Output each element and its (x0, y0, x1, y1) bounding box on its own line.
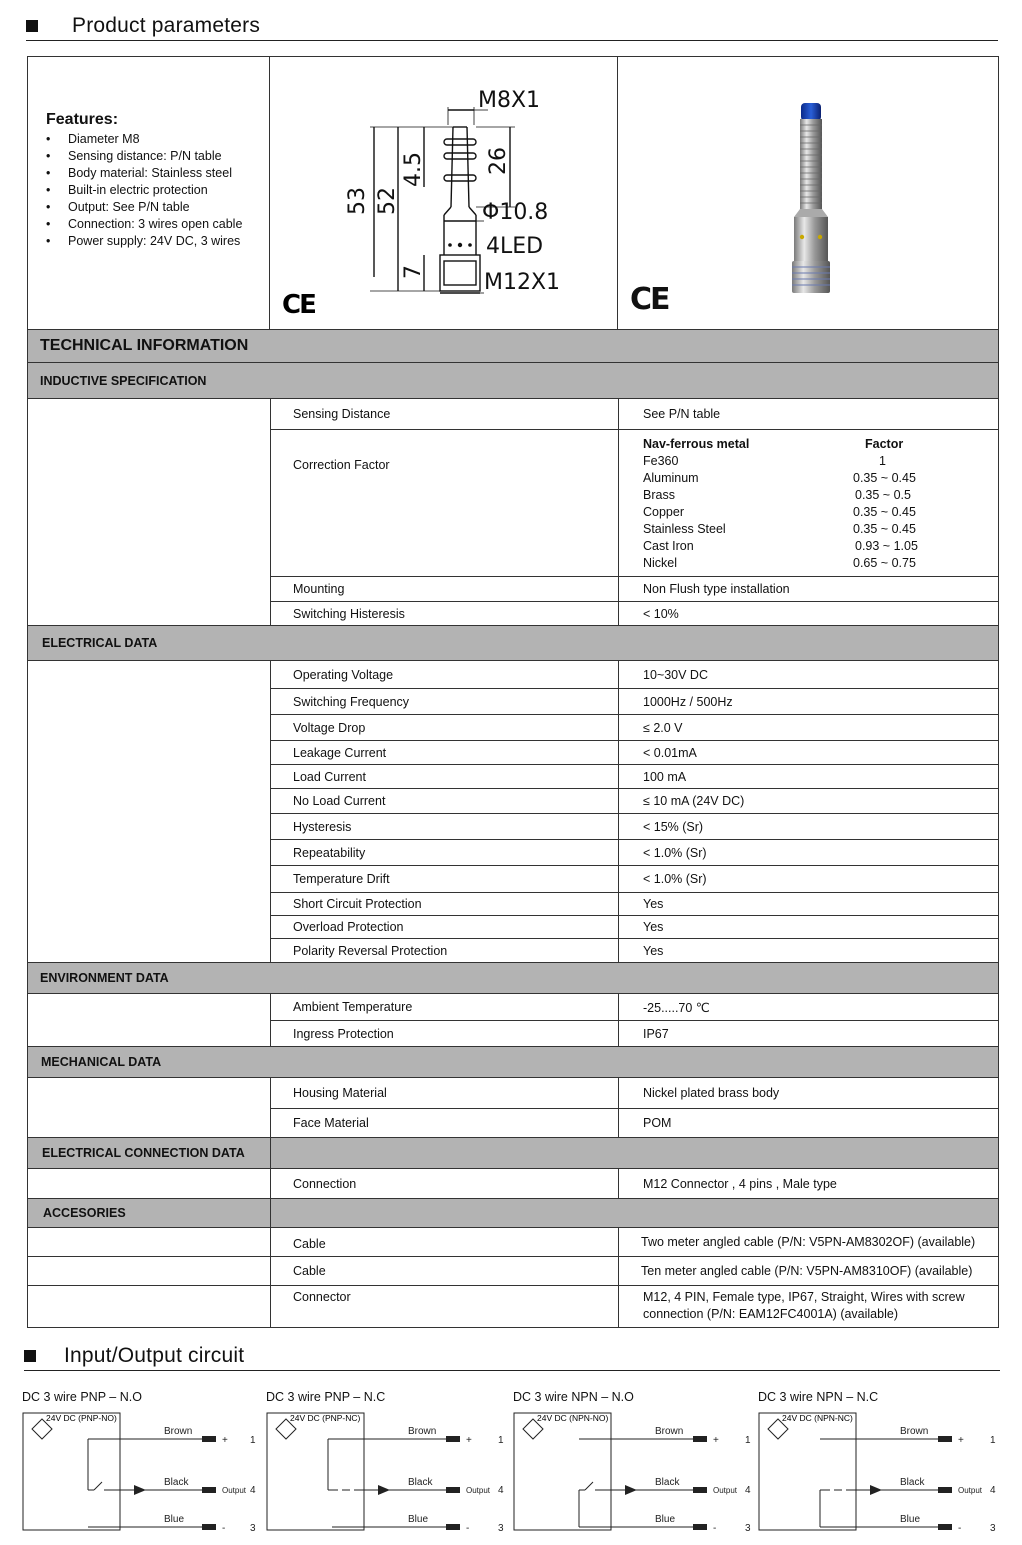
section-header-product-parameters (26, 8, 998, 41)
sensor-photo-icon (618, 57, 998, 329)
svg-text:4: 4 (745, 1485, 751, 1496)
circuits-row (22, 1390, 1012, 1540)
group-inductive (28, 398, 998, 625)
circuit-title: DC 3 wire NPN – N.O (513, 1390, 634, 1404)
band-environment-data: ENVIRONMENT DATA (28, 962, 998, 993)
group-mechanical (28, 1077, 998, 1137)
spec-key: Load Current (271, 765, 619, 788)
cf-factor: 0.35 ~ 0.45 (853, 471, 916, 485)
band-accessories (28, 1198, 998, 1227)
cf-factor: 0.65 ~ 0.75 (853, 556, 916, 570)
circuit-npn-no (513, 1390, 758, 1545)
spec-key: Repeatability (271, 840, 619, 865)
spec-row (271, 892, 998, 915)
circuit-diagram (758, 1410, 1003, 1540)
cf-material: Aluminum (643, 471, 699, 485)
spec-key: Sensing Distance (271, 399, 619, 429)
spec-value: 1000Hz / 500Hz (643, 694, 733, 709)
feature-item: • Built-in electric protection (46, 183, 208, 197)
svg-text:1: 1 (250, 1435, 256, 1446)
label-led: 4LED (486, 234, 544, 259)
spec-row (271, 661, 998, 688)
spec-value: < 15% (Sr) (643, 819, 704, 834)
svg-text:+: + (958, 1435, 964, 1446)
product-overview-row (28, 57, 998, 329)
svg-text:24V DC (NPN-NO): 24V DC (NPN-NO) (537, 1413, 609, 1423)
band-mechanical-data: MECHANICAL DATA (28, 1046, 998, 1077)
svg-text:Blue: Blue (408, 1514, 429, 1525)
section-title: Input/Output circuit (64, 1344, 245, 1367)
sensor-dimension-diagram (270, 57, 618, 329)
spec-value: Non Flush type installation (643, 582, 790, 596)
circuit-title: DC 3 wire PNP – N.C (266, 1390, 386, 1404)
circuit-diagram (513, 1410, 758, 1540)
band-inductive-specification: INDUCTIVE SPECIFICATION (28, 362, 998, 398)
cf-material: Stainless Steel (643, 522, 726, 536)
cf-factor: 1 (879, 454, 886, 468)
spec-value: Ten meter angled cable (P/N: V5PN-AM8310OF) (available) (641, 1264, 973, 1278)
spec-row (271, 865, 998, 892)
svg-text:Brown: Brown (408, 1426, 437, 1437)
spec-value: M12, 4 PIN, Female type, IP67, Straight, Wires with screw connection (P/N: EAM12FC4001A) (available) (643, 1290, 965, 1321)
spec-key: Leakage Current (271, 741, 619, 764)
svg-text:3: 3 (745, 1523, 751, 1534)
cf-factor: 0.35 ~ 0.45 (853, 522, 916, 536)
spec-key: Connection (271, 1169, 619, 1198)
svg-text:24V DC (NPN-NC): 24V DC (NPN-NC) (782, 1413, 853, 1423)
spec-key: Correction Factor (271, 430, 619, 576)
spec-row (271, 1169, 998, 1198)
spec-key: No Load Current (271, 789, 619, 813)
spec-value: ≤ 2.0 V (643, 720, 683, 735)
spec-key: Cable (271, 1228, 619, 1256)
svg-text:-: - (958, 1523, 962, 1534)
svg-text:Black: Black (408, 1477, 433, 1488)
svg-text:4: 4 (498, 1485, 504, 1496)
spec-value: < 0.01mA (643, 745, 697, 760)
svg-text:4: 4 (990, 1485, 996, 1496)
spec-row (271, 399, 998, 429)
spec-row (271, 1108, 998, 1137)
spec-value: 100 mA (643, 769, 687, 784)
spec-value: Yes (643, 897, 664, 911)
spec-table (27, 56, 999, 1328)
spec-key: Mounting (271, 577, 619, 601)
spec-value: POM (643, 1116, 672, 1130)
svg-text:Brown: Brown (900, 1426, 929, 1437)
spec-key: Switching Frequency (271, 689, 619, 714)
spec-row (271, 601, 998, 625)
cf-factor: 0.35 ~ 0.45 (853, 505, 916, 519)
cf-material: Nickel (643, 556, 678, 570)
svg-text:+: + (466, 1435, 472, 1446)
svg-text:-: - (713, 1523, 717, 1534)
svg-text:Output: Output (466, 1486, 491, 1495)
band-electrical-data: ELECTRICAL DATA (28, 625, 998, 660)
spec-key: Voltage Drop (271, 715, 619, 740)
circuit-pnp-no (22, 1390, 267, 1545)
correction-factor-table (643, 436, 933, 572)
accessory-row (28, 1256, 998, 1285)
features-title: Features: (46, 111, 119, 128)
svg-text:Blue: Blue (900, 1514, 921, 1525)
spec-value: < 1.0% (Sr) (643, 845, 707, 860)
cf-factor: 0.93 ~ 1.05 (855, 539, 918, 553)
circuit-diagram (266, 1410, 511, 1540)
circuit-pnp-nc (266, 1390, 511, 1545)
svg-text:4: 4 (250, 1485, 256, 1496)
spec-value: < 10% (643, 606, 679, 621)
square-bullet-icon (26, 20, 38, 32)
product-photo (618, 57, 998, 329)
svg-text:Output: Output (713, 1486, 738, 1495)
cf-material: Cast Iron (643, 539, 694, 553)
spec-key: Operating Voltage (271, 661, 619, 688)
spec-key: Polarity Reversal Protection (271, 939, 619, 962)
spec-key: Temperature Drift (271, 866, 619, 892)
svg-text:1: 1 (498, 1435, 504, 1446)
spec-value: -25.....70 ℃ (643, 1000, 710, 1015)
spec-key: Switching Histeresis (271, 602, 619, 625)
svg-text:Output: Output (958, 1486, 983, 1495)
group-connection (28, 1168, 998, 1198)
group-electrical (28, 660, 998, 962)
spec-row (271, 764, 998, 788)
spec-value: See P/N table (643, 407, 721, 421)
svg-text:3: 3 (250, 1523, 256, 1534)
spec-key: Hysteresis (271, 814, 619, 839)
spec-key: Overload Protection (271, 916, 619, 938)
spec-key: Connector (271, 1286, 619, 1327)
svg-text:3: 3 (498, 1523, 504, 1534)
spec-row (271, 915, 998, 938)
svg-text:3: 3 (990, 1523, 996, 1534)
spec-value: Yes (643, 920, 664, 934)
spec-key: Housing Material (271, 1078, 619, 1108)
band-title: ELECTRICAL CONNECTION DATA (28, 1138, 271, 1168)
square-bullet-icon (24, 1350, 36, 1362)
spec-row (271, 788, 998, 813)
circuit-title: DC 3 wire PNP – N.O (22, 1390, 142, 1404)
cf-header-factor: Factor (865, 437, 904, 451)
spec-value: Two meter angled cable (P/N: V5PN-AM8302OF) (available) (641, 1235, 976, 1249)
svg-text:-: - (466, 1523, 470, 1534)
feature-item: • Body material: Stainless steel (46, 166, 232, 180)
circuit-title: DC 3 wire NPN – N.C (758, 1390, 879, 1404)
spec-row (271, 938, 998, 962)
svg-text:Brown: Brown (655, 1426, 684, 1437)
spec-row (271, 839, 998, 865)
spec-key: Short Circuit Protection (271, 893, 619, 915)
label-dim-52: 52 (375, 187, 400, 215)
band-electrical-connection (28, 1137, 998, 1168)
spec-value: IP67 (643, 1026, 669, 1041)
section-header-io-circuit (24, 1340, 1000, 1371)
ce-mark-icon: CE (630, 282, 669, 317)
svg-text:1: 1 (745, 1435, 751, 1446)
label-dim-53: 53 (345, 187, 370, 215)
svg-text:Output: Output (222, 1486, 247, 1495)
svg-text:Brown: Brown (164, 1426, 193, 1437)
spec-value: Nickel plated brass body (643, 1086, 780, 1100)
feature-item: • Connection: 3 wires open cable (46, 217, 243, 231)
spec-row (271, 1020, 998, 1046)
spec-key: Face Material (271, 1109, 619, 1137)
spec-row (271, 740, 998, 764)
svg-text:Black: Black (164, 1477, 189, 1488)
spec-row (271, 576, 998, 601)
circuit-diagram (22, 1410, 267, 1540)
band-technical-information: TECHNICAL INFORMATION (28, 329, 998, 362)
spec-value: ≤ 10 mA (24V DC) (643, 794, 745, 808)
svg-text:24V DC (PNP-NO): 24V DC (PNP-NO) (46, 1413, 117, 1423)
features-panel (28, 57, 270, 329)
svg-text:Black: Black (900, 1477, 925, 1488)
svg-text:1: 1 (990, 1435, 996, 1446)
spec-value: < 1.0% (Sr) (643, 872, 707, 886)
ce-mark-icon: CE (282, 290, 315, 320)
cf-factor: 0.35 ~ 0.5 (855, 488, 911, 502)
features-list (46, 131, 269, 250)
svg-text:+: + (222, 1435, 228, 1446)
svg-text:Blue: Blue (164, 1514, 185, 1525)
feature-item: • Diameter M8 (46, 132, 140, 146)
spec-row (271, 688, 998, 714)
spec-value: M12 Connector , 4 pins , Male type (643, 1176, 837, 1191)
feature-item: • Output: See P/N table (46, 200, 190, 214)
dimension-drawing (270, 57, 618, 329)
label-dim-4-5: 4.5 (401, 152, 426, 187)
label-thread-bottom: M12X1 (484, 270, 561, 295)
feature-item: • Power supply: 24V DC, 3 wires (46, 234, 241, 248)
cf-material: Fe360 (643, 454, 679, 468)
section-title: Product parameters (72, 14, 261, 37)
accessory-row (28, 1227, 998, 1256)
label-diameter: Φ10.8 (482, 200, 549, 225)
svg-text:+: + (713, 1435, 719, 1446)
svg-text:Blue: Blue (655, 1514, 676, 1525)
spec-row-correction-factor (271, 429, 998, 576)
spec-value: 10~30V DC (643, 667, 708, 682)
group-environment (28, 993, 998, 1046)
spec-key: Cable (271, 1257, 619, 1285)
band-title: ACCESORIES (28, 1199, 271, 1227)
cf-material: Copper (643, 505, 684, 519)
spec-row (271, 714, 998, 740)
label-dim-26: 26 (486, 147, 511, 175)
spec-key: Ingress Protection (271, 1021, 619, 1046)
svg-text:24V DC (PNP-NC): 24V DC (PNP-NC) (290, 1413, 361, 1423)
spec-key: Ambient Temperature (271, 994, 619, 1020)
svg-text:Black: Black (655, 1477, 680, 1488)
spec-row (271, 813, 998, 839)
label-thread-top: M8X1 (478, 88, 541, 113)
label-dim-7: 7 (401, 265, 426, 279)
circuit-npn-nc (758, 1390, 1003, 1545)
cf-header-material: Nav-ferrous metal (643, 437, 750, 451)
svg-text:-: - (222, 1523, 226, 1534)
spec-row (271, 994, 998, 1020)
spec-value: Yes (643, 943, 664, 958)
accessory-row (28, 1285, 998, 1327)
cf-material: Brass (643, 488, 675, 502)
feature-item: • Sensing distance: P/N table (46, 149, 222, 163)
spec-row (271, 1078, 998, 1108)
